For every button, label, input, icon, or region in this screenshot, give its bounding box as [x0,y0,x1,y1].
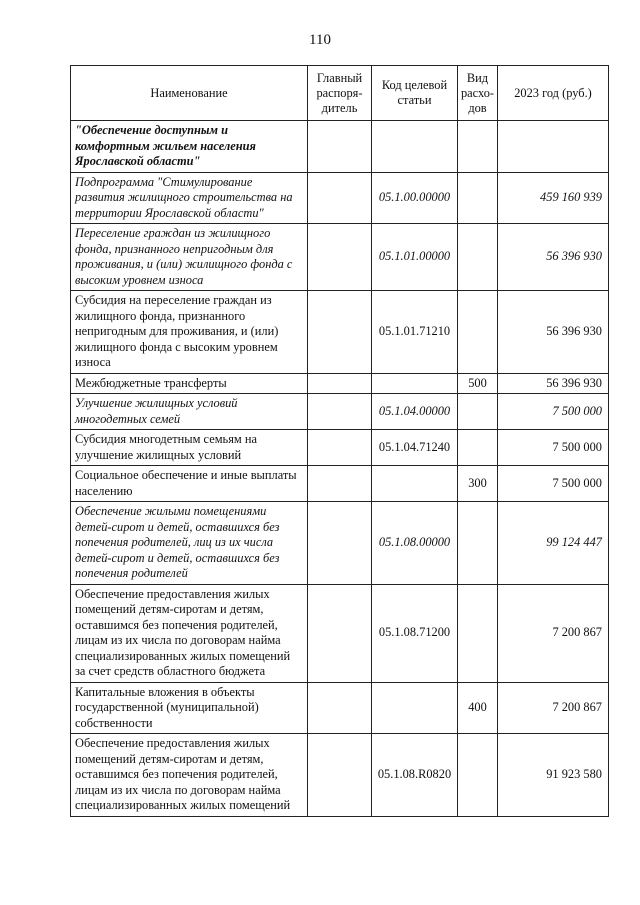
row-name-cell: Обеспечение жилыми помещениями детей-сирот и детей, оставшихся без попечения родителей, лиц из их числа детей-сирот и детей, оставшихся без попечения родителей [71,502,308,585]
row-expense-type-cell [458,502,498,585]
row-amount-cell: 7 500 000 [498,394,609,430]
row-main-manager-cell [308,430,372,466]
row-amount-cell: 56 396 930 [498,291,609,374]
row-name-cell: Улучшение жилищных условий многодетных семей [71,394,308,430]
row-amount-cell: 91 923 580 [498,734,609,817]
header-expense-type: Вид расхо-дов [458,66,498,121]
row-name-cell: Переселение граждан из жилищного фонда, признанного непригодным для проживания, и (или) жилищного фонда с высоким уровнем износа [71,224,308,291]
row-main-manager-cell [308,373,372,394]
row-target-code-cell: 05.1.08.00000 [372,502,458,585]
table-row [71,682,609,734]
row-amount-cell: 7 200 867 [498,584,609,682]
row-target-code-cell [372,373,458,394]
header-target-code: Код целевой статьи [372,66,458,121]
table-row [71,734,609,817]
row-target-code-cell: 05.1.08.R0820 [372,734,458,817]
row-target-code-cell [372,466,458,502]
row-amount-cell: 7 200 867 [498,682,609,734]
row-expense-type-cell [458,734,498,817]
row-main-manager-cell [308,291,372,374]
table-row [71,430,609,466]
header-main-manager: Главный распоря-дитель [308,66,372,121]
row-target-code-cell [372,682,458,734]
row-target-code-cell: 05.1.04.00000 [372,394,458,430]
row-amount-cell: 459 160 939 [498,172,609,224]
table-row [71,502,609,585]
row-name-cell: Субсидия многодетным семьям на улучшение жилищных условий [71,430,308,466]
table-body [71,121,609,817]
row-name-cell: Капитальные вложения в объекты государственной (муниципальной) собственности [71,682,308,734]
row-name-cell: Обеспечение предоставления жилых помещений детям-сиротам и детям, оставшимся без попечения родителей, лицам из их числа по договорам найма специализированных жилых помещений за счет средств областного бюджета [71,584,308,682]
row-name-cell: Межбюджетные трансферты [71,373,308,394]
row-name-cell: Обеспечение предоставления жилых помещений детям-сиротам и детям, оставшимся без попечения родителей, лицам из их числа по договорам найма специализированных жилых помещений [71,734,308,817]
row-name-cell: "Обеспечение доступным и комфортным жильем населения Ярославской области" [71,121,308,173]
row-name-cell: Субсидия на переселение граждан из жилищного фонда, признанного непригодным для проживания, и (или) жилищного фонда с высоким уровнем износа [71,291,308,374]
row-amount-cell: 99 124 447 [498,502,609,585]
row-main-manager-cell [308,734,372,817]
row-name-cell: Подпрограмма "Стимулирование развития жилищного строительства на территории Ярославской области" [71,172,308,224]
row-target-code-cell: 05.1.01.71210 [372,291,458,374]
row-main-manager-cell [308,224,372,291]
table-header-row [71,66,609,121]
row-main-manager-cell [308,394,372,430]
row-expense-type-cell: 500 [458,373,498,394]
table-row [71,291,609,374]
table-row [71,224,609,291]
row-expense-type-cell: 300 [458,466,498,502]
row-expense-type-cell: 400 [458,682,498,734]
row-main-manager-cell [308,584,372,682]
row-target-code-cell [372,121,458,173]
row-main-manager-cell [308,172,372,224]
row-target-code-cell: 05.1.04.71240 [372,430,458,466]
row-amount-cell: 7 500 000 [498,466,609,502]
table-row [71,466,609,502]
row-main-manager-cell [308,682,372,734]
row-expense-type-cell [458,224,498,291]
table-row [71,373,609,394]
row-expense-type-cell [458,291,498,374]
row-expense-type-cell [458,121,498,173]
row-expense-type-cell [458,584,498,682]
row-main-manager-cell [308,121,372,173]
table-row [71,121,609,173]
row-target-code-cell: 05.1.00.00000 [372,172,458,224]
row-target-code-cell: 05.1.01.00000 [372,224,458,291]
row-name-cell: Социальное обеспечение и иные выплаты населению [71,466,308,502]
header-name: Наименование [71,66,308,121]
row-expense-type-cell [458,394,498,430]
row-expense-type-cell [458,430,498,466]
header-amount-2023: 2023 год (руб.) [498,66,609,121]
row-main-manager-cell [308,502,372,585]
row-expense-type-cell [458,172,498,224]
row-target-code-cell: 05.1.08.71200 [372,584,458,682]
table-row [71,394,609,430]
table-row [71,584,609,682]
page-number: 110 [309,32,331,48]
row-amount-cell: 56 396 930 [498,373,609,394]
table-row [71,172,609,224]
budget-table [70,65,609,817]
row-amount-cell [498,121,609,173]
row-main-manager-cell [308,466,372,502]
row-amount-cell: 56 396 930 [498,224,609,291]
row-amount-cell: 7 500 000 [498,430,609,466]
